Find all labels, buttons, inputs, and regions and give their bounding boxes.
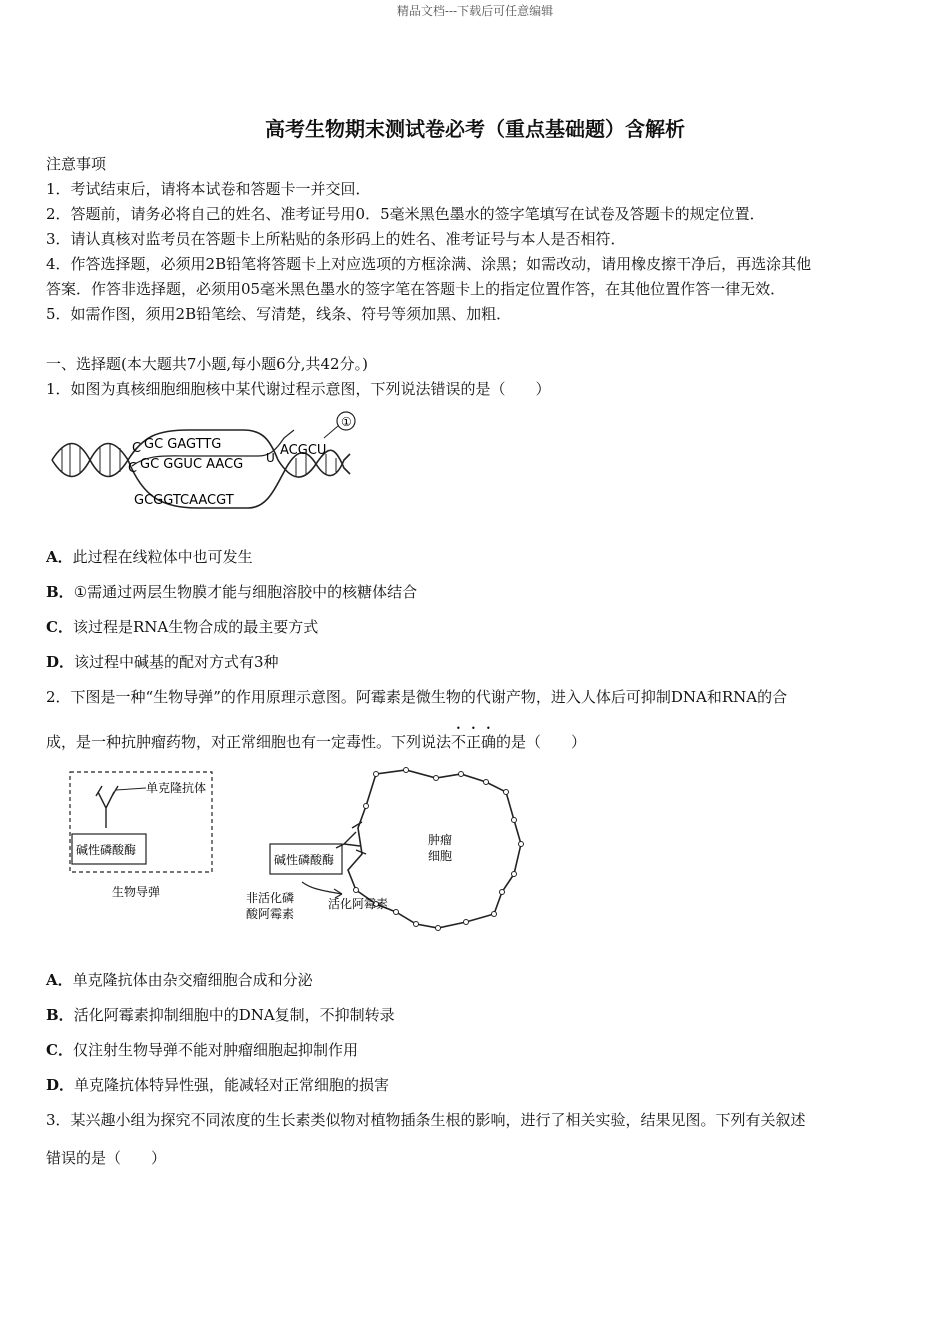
label-inactive-2: 酸阿霉素 — [246, 907, 295, 921]
question-2-stem-line2: 成，是一种抗肿瘤药物，对正常细胞也有一定毒性。下列说法不正确的是（ ） — [46, 733, 587, 751]
dna-bottom-strand: GCGGTCAACGT — [134, 493, 234, 508]
notice-item: 5．如需作图，须用2B铅笔绘、写清楚，线条、符号等须加黑、加粗． — [46, 305, 512, 323]
question-2-option-d: D．单克隆抗体特异性强，能减轻对正常细胞的损害 — [46, 1076, 390, 1094]
question-2-stem-line1: 2．下图是一种“生物导弹”的作用原理示意图。阿霉素是微生物的代谢产物，进入人体后可抑制DNA和RNA的合 — [46, 688, 788, 706]
label-enzyme-right: 碱性磷酸酶 — [274, 853, 335, 867]
label-missile: 生物导弹 — [112, 885, 161, 899]
biological-missile-diagram — [66, 762, 536, 934]
page-title: 高考生物期末测试卷必考（重点基础题）含解析 — [265, 117, 685, 141]
rna-strand: GC GGUC AACG — [140, 457, 244, 472]
question-2-option-a: A．单克隆抗体由杂交瘤细胞合成和分泌 — [46, 971, 313, 989]
question-2-option-b: B．活化阿霉素抑制细胞中的DNA复制，不抑制转录 — [46, 1006, 395, 1024]
rna-tail: ACGCU — [280, 443, 327, 458]
question-3-stem-line2: 错误的是（ ） — [46, 1149, 167, 1167]
notice-heading: 注意事项 — [46, 155, 107, 173]
base-c-mid: C — [128, 461, 138, 476]
dna-top-strand: GC GAGTTG — [144, 437, 222, 452]
section-heading: 一、选择题(本大题共7小题,每小题6分,共42分。) — [46, 355, 368, 373]
label-enzyme-left: 碱性磷酸酶 — [76, 843, 137, 857]
notice-item: 1．考试结束后，请将本试卷和答题卡一并交回． — [46, 180, 371, 198]
label-tumor-1: 肿瘤 — [428, 833, 453, 847]
rna-u: U — [266, 451, 275, 465]
transcription-diagram — [48, 408, 368, 520]
question-2-option-c: C．仅注射生物导弹不能对肿瘤细胞起抑制作用 — [46, 1041, 358, 1059]
label-antibody: 单克隆抗体 — [146, 781, 207, 795]
question-1-stem: 1．如图为真核细胞细胞核中某代谢过程示意图，下列说法错误的是（ ） — [46, 380, 551, 398]
label-inactive-1: 非活化磷 — [246, 891, 295, 905]
question-1-option-d: D．该过程中碱基的配对方式有3种 — [46, 653, 279, 671]
notice-item: 3．请认真核对监考员在答题卡上所粘贴的条形码上的姓名、准考证号与本人是否相符． — [46, 230, 626, 248]
label-active: 活化阿霉素 — [328, 897, 389, 911]
question-3-stem-line1: 3．某兴趣小组为探究不同浓度的生长素类似物对植物插条生根的影响，进行了相关实验，结果见图。下列有关叙述 — [46, 1111, 806, 1129]
label-circle-1: ① — [341, 415, 352, 429]
label-tumor-2: 细胞 — [428, 849, 453, 863]
question-1-option-b: B．①需通过两层生物膜才能与细胞溶胶中的核糖体结合 — [46, 583, 418, 601]
notice-item: 2．答题前，请务必将自己的姓名、准考证号用0．5毫米黑色墨水的签字笔填写在试卷及答题卡的规定位置． — [46, 205, 765, 223]
notice-item: 答案．作答非选择题，必须用05毫米黑色墨水的签字笔在答题卡上的指定位置作答，在其他位置作答一律无效． — [46, 280, 786, 298]
notice-item: 4．作答选择题，必须用2B铅笔将答题卡上对应选项的方框涂满、涂黑；如需改动，请用橡皮擦干净后，再选涂其他 — [46, 255, 812, 273]
emphasis-not-correct: 不正确 — [451, 733, 497, 751]
question-1-option-a: A．此过程在线粒体中也可发生 — [46, 548, 253, 566]
question-1-option-c: C．该过程是RNA生物合成的最主要方式 — [46, 618, 319, 636]
base-c-top: C — [132, 441, 142, 456]
header-note: 精品文档---下载后可任意编辑 — [396, 4, 554, 18]
